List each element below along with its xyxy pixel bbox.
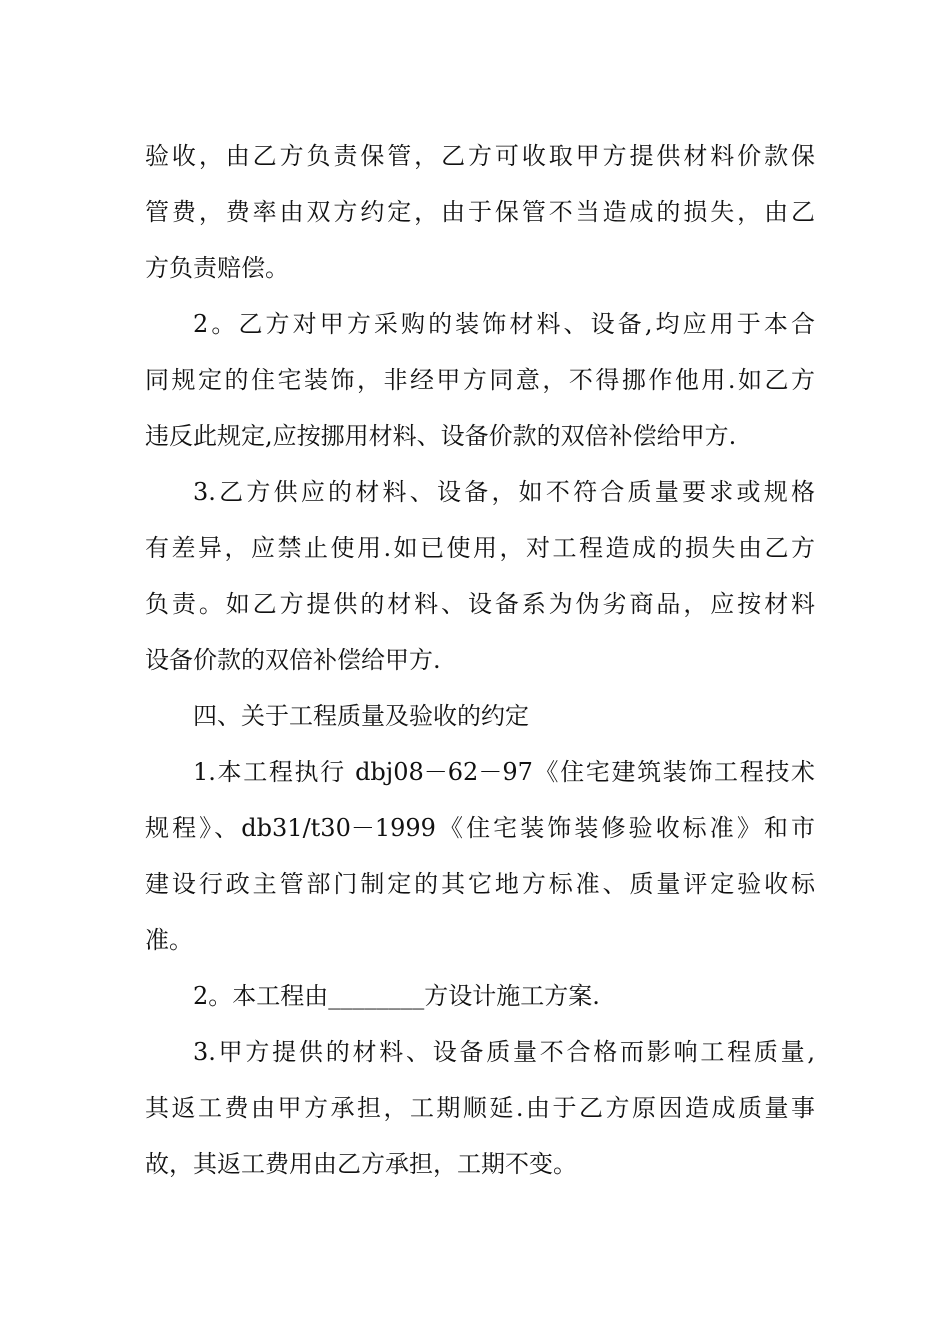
text-line: 故，其返工费用由乙方承担，工期不变。 (145, 1150, 577, 1178)
text-line: 验收，由乙方负责保管，乙方可收取甲方提供材料价款保 (145, 142, 815, 170)
text-line: 违反此规定,应按挪用材料、设备价款的双倍补偿给甲方. (145, 422, 737, 450)
paragraph-start-line: 1.本工程执行 dbj08－62－97《住宅建筑装饰工程技术 (193, 758, 815, 786)
text-line: 有差异，应禁止使用.如已使用，对工程造成的损失由乙方 (145, 534, 815, 562)
paragraph-start-line: 2。乙方对甲方采购的装饰材料、设备,均应用于本合 (193, 310, 815, 338)
text-line: 规程》、db31/t30－1999《住宅装饰装修验收标准》和市 (145, 814, 815, 842)
document-body (145, 128, 815, 1192)
text-line: 管费，费率由双方约定，由于保管不当造成的损失，由乙 (145, 198, 815, 226)
text-line: 负责。如乙方提供的材料、设备系为伪劣商品，应按材料 (145, 590, 815, 618)
paragraph-start-line: 3.甲方提供的材料、设备质量不合格而影响工程质量, (193, 1038, 815, 1066)
text-line: 准。 (145, 926, 193, 954)
paragraph-start-line: 2。本工程由________方设计施工方案. (193, 982, 600, 1010)
text-line: 同规定的住宅装饰，非经甲方同意，不得挪作他用.如乙方 (145, 366, 815, 394)
section-heading: 四、关于工程质量及验收的约定 (193, 702, 529, 730)
text-line: 其返工费由甲方承担，工期顺延.由于乙方原因造成质量事 (145, 1094, 815, 1122)
text-line: 建设行政主管部门制定的其它地方标准、质量评定验收标 (145, 870, 815, 898)
text-line: 方负责赔偿。 (145, 254, 289, 282)
text-line: 设备价款的双倍补偿给甲方. (145, 646, 441, 674)
paragraph-start-line: 3.乙方供应的材料、设备，如不符合质量要求或规格 (193, 478, 815, 506)
